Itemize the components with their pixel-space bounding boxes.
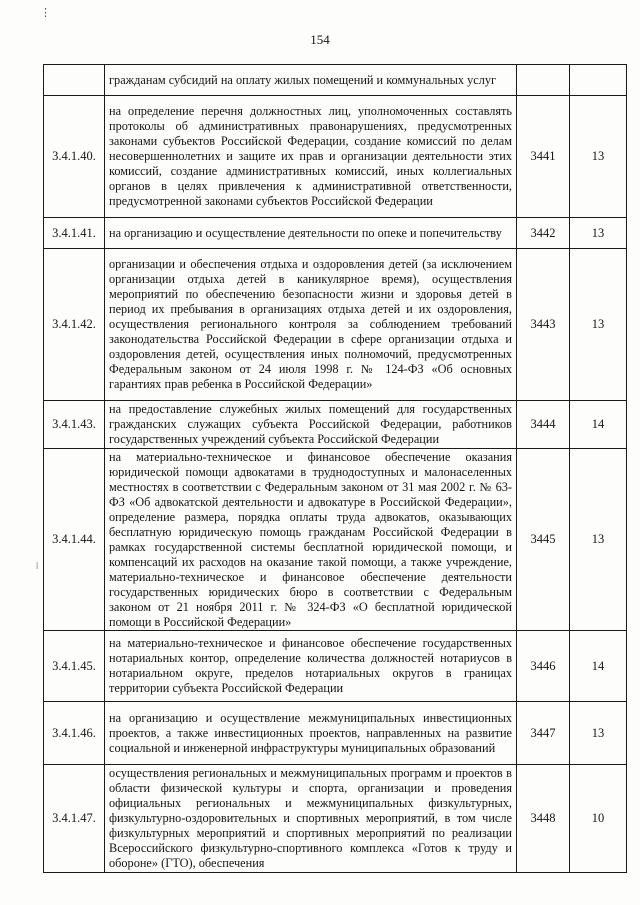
row-text: на определение перечня должностных лиц, уполномоченных составлять протоколы об административных правонарушениях, предусмотренных законами субъектов Российской Федерации, создание комиссий по делам несовершеннолетних и защите их прав и организации деятельности этих комиссий, создание административных комиссий, иных коллегиальных органов в целях привлечения к административной ответственности, предусмотренной законами субъектов Российской Федерации	[105, 96, 517, 218]
table-row	[44, 631, 627, 702]
row-code: 3.4.1.46.	[44, 702, 105, 765]
row-code: 3.4.1.42.	[44, 249, 105, 401]
document-table	[43, 64, 627, 873]
row-number	[517, 65, 570, 96]
table-row	[44, 401, 627, 449]
row-text: на организацию и осуществление межмуниципальных инвестиционных проектов, а также инвестиционных проектов, направленных на развитие социальной и инженерной инфраструктуры муниципальных образований	[105, 702, 517, 765]
row-value: 14	[570, 401, 627, 449]
row-code: 3.4.1.47.	[44, 765, 105, 873]
table-row	[44, 449, 627, 631]
row-value	[570, 65, 627, 96]
row-code: 3.4.1.41.	[44, 218, 105, 249]
row-code: 3.4.1.40.	[44, 96, 105, 218]
row-number: 3443	[517, 249, 570, 401]
table-row	[44, 702, 627, 765]
table-row	[44, 249, 627, 401]
table-row	[44, 218, 627, 249]
table-row	[44, 65, 627, 96]
page-number: 154	[310, 32, 330, 47]
row-value: 10	[570, 765, 627, 873]
binding-mark: ⋮	[40, 7, 51, 19]
row-number: 3447	[517, 702, 570, 765]
row-value: 14	[570, 631, 627, 702]
row-number: 3445	[517, 449, 570, 631]
row-text: на предоставление служебных жилых помещений для государственных гражданских служащих субъекта Российской Федерации, работников государственных учреждений субъекта Российской Федерации	[105, 401, 517, 449]
row-number: 3448	[517, 765, 570, 873]
row-code: 3.4.1.44.	[44, 449, 105, 631]
row-text: на материально-техническое и финансовое обеспечение государственных нотариальных контор, определение количества должностей нотариусов в нотариальном округе, пределов нотариальных округов в границах территории субъекта Российской Федерации	[105, 631, 517, 702]
row-code: 3.4.1.43.	[44, 401, 105, 449]
row-text: организации и обеспечения отдыха и оздоровления детей (за исключением организации отдыха детей в каникулярное время), осуществления мероприятий по обеспечению безопасности жизни и здоровья детей в период их пребывания в организациях отдыха детей и их оздоровления, осуществления регионального контроля за соблюдением требований законодательства Российской Федерации в сфере организации отдыха и оздоровления детей, осуществления иных полномочий, предусмотренных Федеральным законом от 24 июля 1998 г. № 124-ФЗ «Об основных гарантиях прав ребенка в Российской Федерации»	[105, 249, 517, 401]
row-text: на материально-техническое и финансовое обеспечение оказания юридической помощи адвокатами в труднодоступных и малонаселенных местностях в соответствии с Федеральным законом от 31 мая 2002 г. № 63-ФЗ «Об адвокатской деятельности и адвокатуре в Российской Федерации», определение размера, порядка оплаты труда адвокатов, оказывающих бесплатную юридическую помощь гражданам Российской Федерации в рамках государственной системы бесплатной юридической помощи, и компенсаций их расходов на оказание такой помощи, а также учреждение, материально-техническое и финансовое обеспечение деятельности государственных юридических бюро в соответствии с Федеральным законом от 21 ноября 2011 г. № 324-ФЗ «О бесплатной юридической помощи в Российской Федерации»	[105, 449, 517, 631]
row-value: 13	[570, 96, 627, 218]
row-number: 3442	[517, 218, 570, 249]
row-value: 13	[570, 702, 627, 765]
row-value: 13	[570, 249, 627, 401]
row-number: 3441	[517, 96, 570, 218]
row-code: 3.4.1.45.	[44, 631, 105, 702]
row-text: гражданам субсидий на оплату жилых помещений и коммунальных услуг	[105, 65, 517, 96]
table-row	[44, 96, 627, 218]
row-text: осуществления региональных и межмуниципальных программ и проектов в области физической культуры и спорта, организации и проведения официальных региональных и межмуниципальных физкультурных, физкультурно-оздоровительных и спортивных мероприятий, в том числе физкультурных мероприятий и спортивных мероприятий по реализации Всероссийского физкультурно-спортивного комплекса «Готов к труду и обороне» (ГТО), обеспечения	[105, 765, 517, 873]
row-text: на организацию и осуществление деятельности по опеке и попечительству	[105, 218, 517, 249]
row-value: 13	[570, 218, 627, 249]
row-number: 3444	[517, 401, 570, 449]
margin-mark: ǀ	[36, 560, 39, 572]
row-code	[44, 65, 105, 96]
table-row	[44, 765, 627, 873]
row-value: 13	[570, 449, 627, 631]
row-number: 3446	[517, 631, 570, 702]
